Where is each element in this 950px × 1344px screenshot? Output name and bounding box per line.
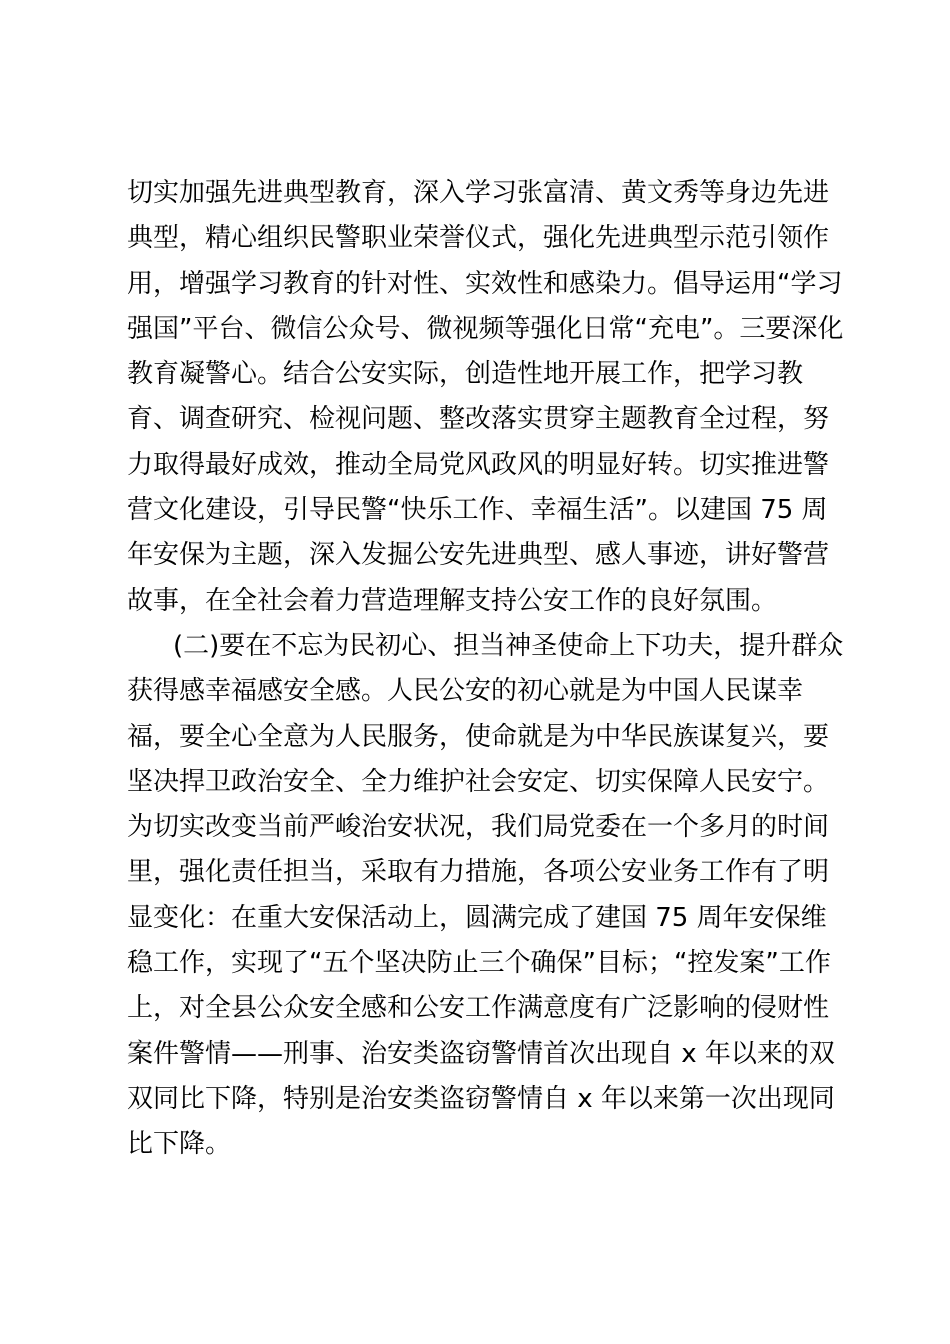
text-line-4: 强国”平台、微信公众号、微视频等强化日常“充电”。三要深化 [127,313,844,344]
text-line-16: 里，强化责任担当，采取有力措施，各项公安业务工作有了明 [127,857,830,888]
text-line-17: 显变化：在重大安保活动上，圆满完成了建国 75 周年安保维 [127,902,827,933]
text-line-13: 福，要全心全意为人民服务，使命就是为中华民族谋复兴，要 [127,721,830,752]
paragraph-2-first-line: (二)要在不忘为民初心、担当神圣使命上下功夫，提升群众 [173,630,844,661]
text-line-7: 力取得最好成效，推动全局党风政风的明显好转。切实推进警 [127,449,830,480]
text-line-19: 上，对全县公众安全感和公安工作满意度有广泛影响的侵财性 [127,993,830,1024]
text-line-18: 稳工作，实现了“五个坚决防止三个确保”目标；“控发案”工作 [127,948,831,979]
text-line-8: 营文化建设，引导民警“快乐工作、幸福生活”。以建国 75 周 [127,495,828,526]
text-line-20: 案件警情——刑事、治安类盗窃警情首次出现自 x 年以来的双 [127,1038,835,1069]
text-line-22: 比下降。 [127,1129,232,1160]
document-body [127,171,844,1168]
text-line-5: 教育凝警心。结合公安实际，创造性地开展工作，把学习教 [127,359,804,390]
text-line-15: 为切实改变当前严峻治安状况，我们局党委在一个多月的时间 [127,812,830,843]
text-line-2: 典型，精心组织民警职业荣誉仪式，强化先进典型示范引领作 [127,223,830,254]
text-line-6: 育、调查研究、检视问题、整改落实贯穿主题教育全过程，努 [127,404,830,435]
text-line-9: 年安保为主题，深入发掘公安先进典型、感人事迹，讲好警营 [127,540,830,571]
text-line-3: 用，增强学习教育的针对性、实效性和感染力。倡导运用“学习 [127,268,843,299]
text-line-14: 坚决捍卫政治安全、全力维护社会安定、切实保障人民安宁。 [127,766,830,797]
text-line-10: 故事，在全社会着力营造理解支持公安工作的良好氛围。 [127,585,778,616]
text-line-12: 获得感幸福感安全感。人民公安的初心就是为中国人民谋幸 [127,676,804,707]
text-line-1: 切实加强先进典型教育，深入学习张富清、黄文秀等身边先进 [127,178,830,208]
text-line-21: 双同比下降，特别是治安类盗窃警情自 x 年以来第一次出现同 [127,1083,835,1114]
